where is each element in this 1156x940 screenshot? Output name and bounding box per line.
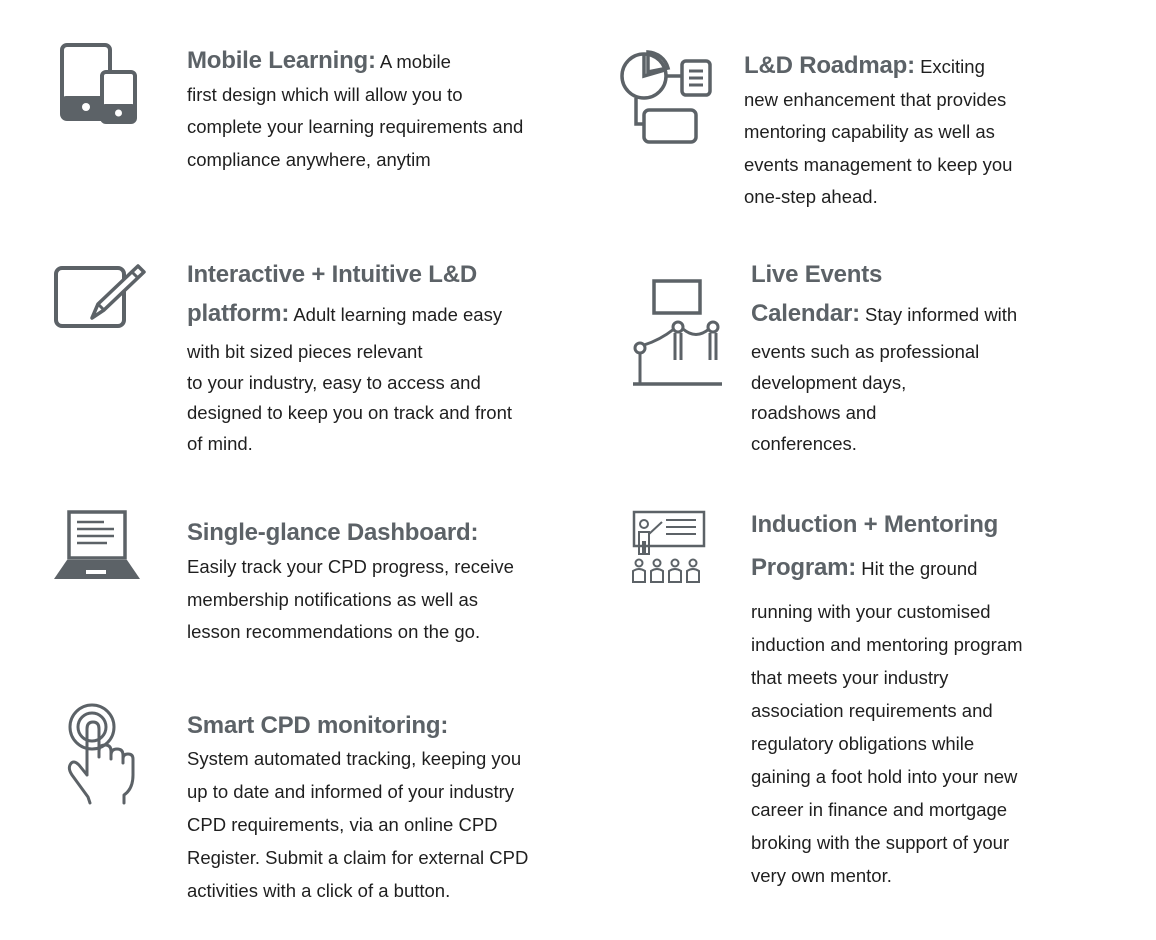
feature-line: Hit the ground (856, 558, 978, 579)
laptop-icon (52, 508, 142, 582)
feature-line: very own mentor. (751, 865, 892, 886)
feature-line: System automated tracking, keeping you (187, 748, 522, 769)
feature-title: Live Events (751, 261, 883, 288)
feature-text (751, 508, 1023, 892)
feature-text (187, 710, 528, 907)
tablet-pen-icon (52, 262, 148, 332)
feature-line: gaining a foot hold into your new (751, 766, 1018, 787)
feature-line: events such as professional (751, 341, 980, 362)
feature-line: lesson recommendations on the go. (187, 621, 481, 642)
feature-line: membership notifications as well as (187, 588, 478, 610)
feature-line: compliance anywhere, anytim (187, 148, 431, 170)
feature-line: Adult learning made easy (289, 304, 503, 325)
feature-line: broking with the support of your (751, 832, 1010, 853)
feature-line: new enhancement that provides (744, 88, 1007, 110)
feature-title: Mobile Learning: (187, 47, 376, 74)
feature-text (751, 258, 1017, 459)
event-stage-icon (630, 278, 724, 390)
feature-line: Exciting (914, 56, 985, 77)
feature-line: Easily track your CPD progress, receive (187, 556, 514, 577)
feature-line: first design which will allow you to (187, 83, 463, 105)
feature-line: mentoring capability as well as (744, 121, 995, 142)
feature-title: Induction + Mentoring (751, 511, 999, 538)
feature-title: Smart CPD monitoring: (187, 712, 449, 739)
feature-title: platform: (187, 300, 290, 327)
feature-text (187, 515, 514, 649)
feature-line: regulatory obligations while (751, 733, 975, 754)
feature-line: induction and mentoring program (751, 634, 1023, 655)
feature-title: L&D Roadmap: (744, 52, 915, 79)
touch-finger-icon (62, 703, 136, 807)
feature-line: Stay informed with (859, 304, 1018, 325)
mobile-devices-icon (58, 42, 140, 126)
presentation-training-icon (630, 508, 710, 586)
feature-line: that meets your industry (751, 667, 949, 688)
pie-chart-flow-icon (618, 50, 716, 146)
feature-line: to your industry, easy to access and (187, 371, 481, 393)
feature-line: running with your customised (751, 601, 991, 622)
feature-title: Single-glance Dashboard: (187, 519, 479, 546)
feature-line: roadshows and (751, 402, 877, 423)
feature-line: designed to keep you on track and front (187, 402, 512, 423)
feature-line: development days, (751, 371, 907, 393)
feature-line: conferences. (751, 432, 857, 454)
feature-line: CPD requirements, via an online CPD (187, 814, 498, 835)
feature-title: Interactive + Intuitive L&D (187, 261, 478, 288)
feature-line: with bit sized pieces relevant (187, 341, 423, 362)
feature-line: events management to keep you (744, 153, 1013, 175)
feature-line: of mind. (187, 432, 253, 454)
feature-line: association requirements and (751, 700, 993, 721)
feature-title: Program: (751, 554, 857, 581)
feature-line: Register. Submit a claim for external CPD (187, 847, 529, 868)
feature-line: one-step ahead. (744, 186, 878, 207)
feature-text (187, 258, 512, 459)
feature-line: A mobile (375, 51, 451, 72)
feature-line: career in finance and mortgage (751, 799, 1008, 820)
feature-line: up to date and informed of your industry (187, 781, 515, 802)
feature-line: complete your learning requirements and (187, 116, 524, 137)
feature-line: activities with a click of a button. (187, 880, 451, 901)
feature-text (744, 50, 1012, 214)
feature-title: Calendar: (751, 300, 860, 327)
feature-text (187, 45, 523, 176)
